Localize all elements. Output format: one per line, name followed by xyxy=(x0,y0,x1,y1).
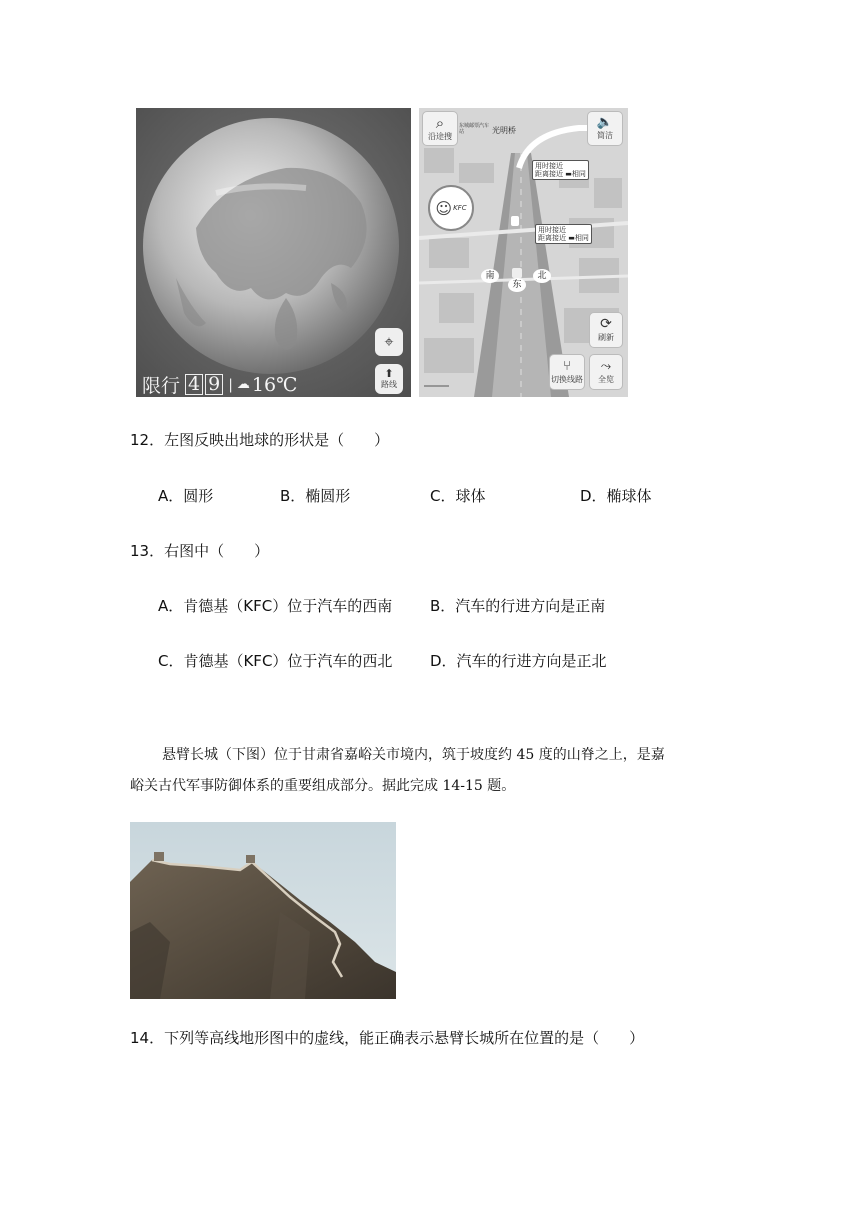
kfc-marker[interactable] xyxy=(428,185,474,231)
speaker-icon: 🔈 xyxy=(596,115,614,130)
bubble-2-line1: 用时接近 xyxy=(538,226,566,234)
compass-south: 南 xyxy=(481,269,499,283)
restriction-number-1: 4 xyxy=(185,374,203,395)
restriction-label: 限行 xyxy=(142,375,181,397)
locate-button[interactable] xyxy=(375,328,403,356)
bubble-1-line2: 距离接近 xyxy=(535,170,563,178)
bubble-1-tail: 相同 xyxy=(571,170,586,178)
question-13-stem: 13．右图中（ ） xyxy=(130,542,270,560)
passage-line-2: 峪关古代军事防御体系的重要组成部分。据此完成 14-15 题。 xyxy=(130,778,516,794)
refresh-label: 刷新 xyxy=(598,333,614,342)
compass-east: 东 xyxy=(508,278,526,292)
vehicle-marker xyxy=(511,216,519,226)
compass-north: 北 xyxy=(533,269,551,283)
great-wall-image xyxy=(130,822,396,999)
temperature: 16℃ xyxy=(251,373,298,396)
refresh-button[interactable] xyxy=(589,312,623,348)
search-along-label: 沿途搜 xyxy=(428,131,452,141)
kfc-label: KFC xyxy=(453,204,467,212)
search-along-button[interactable] xyxy=(422,111,458,146)
overview-button[interactable] xyxy=(589,354,623,390)
question-13-option-c[interactable]: C．肯德基（KFC）位于汽车的西北 xyxy=(158,652,393,670)
search-icon: ⌕ xyxy=(435,113,445,132)
switch-route-button[interactable] xyxy=(549,354,585,390)
question-12-option-b[interactable]: B．椭圆形 xyxy=(280,487,351,505)
question-12-option-a[interactable]: A．圆形 xyxy=(158,487,214,505)
refresh-icon: ⟳ xyxy=(600,316,612,332)
separator: | xyxy=(228,376,233,393)
great-wall-photo xyxy=(130,822,396,999)
passage-line-1: 悬臂长城（下图）位于甘肃省嘉峪关市境内，筑于坡度约 45 度的山脊之上，是嘉 xyxy=(162,747,665,763)
route-button-label: 路线 xyxy=(381,380,397,389)
question-12-stem: 12．左图反映出地球的形状是（ ） xyxy=(130,431,390,449)
bridge-label: 光明桥 xyxy=(492,126,516,135)
route-info-bubble-2[interactable] xyxy=(535,224,592,244)
bubble-1-line1: 用时接近 xyxy=(535,162,563,170)
car-icon xyxy=(512,268,522,278)
question-12-option-d[interactable]: D．椭球体 xyxy=(580,487,652,505)
restriction-number-2: 9 xyxy=(205,374,223,395)
question-12-option-c[interactable]: C．球体 xyxy=(430,487,486,505)
status-bar xyxy=(142,371,297,397)
navigation-screenshot xyxy=(419,108,628,397)
poi-label: 东城邮票汽车站 xyxy=(459,123,490,135)
question-13-option-b[interactable]: B．汽车的行进方向是正南 xyxy=(430,597,606,615)
car-icon: ▬ xyxy=(568,234,575,242)
globe-screenshot xyxy=(136,108,411,397)
voice-mode-button[interactable] xyxy=(587,111,623,146)
voice-mode-label: 简洁 xyxy=(597,131,613,140)
overview-icon: ⤳ xyxy=(600,358,612,374)
car-icon: ▬ xyxy=(565,170,572,178)
arrow-up-icon: ⬆ xyxy=(384,367,394,380)
switch-route-label: 切换线路 xyxy=(551,374,583,384)
crosshair-icon: ⌖ xyxy=(384,332,394,351)
bubble-2-line2: 距离接近 xyxy=(538,234,566,242)
bubble-2-tail: 相同 xyxy=(574,234,589,242)
overview-label: 全览 xyxy=(598,374,614,384)
question-13-option-a[interactable]: A．肯德基（KFC）位于汽车的西南 xyxy=(158,597,393,615)
question-14-stem: 14．下列等高线地形图中的虚线，能正确表示悬臂长城所在位置的是（ ） xyxy=(130,1029,645,1047)
cloud-icon: ☁ xyxy=(236,377,250,392)
split-route-icon: ⑂ xyxy=(563,358,571,374)
globe-image xyxy=(136,108,411,397)
question-13-option-d[interactable]: D．汽车的行进方向是正北 xyxy=(430,652,607,670)
route-button[interactable] xyxy=(375,364,403,394)
colonel-icon: ☺ xyxy=(435,198,453,218)
compass xyxy=(479,266,555,296)
route-info-bubble-1[interactable] xyxy=(532,160,589,180)
